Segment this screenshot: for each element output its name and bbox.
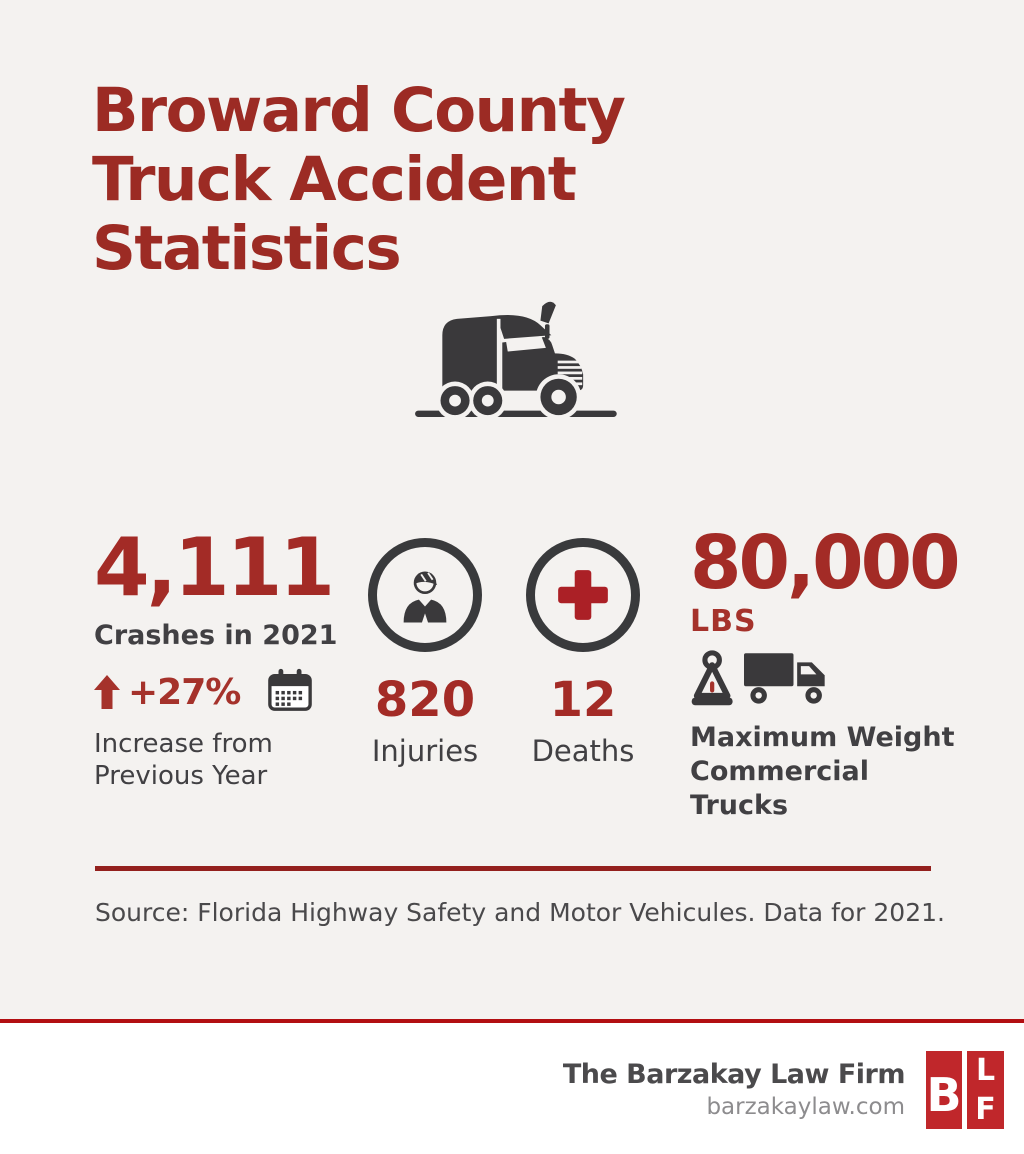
- stat-crashes: [94, 521, 354, 792]
- logo-letter-b: B: [926, 1051, 962, 1129]
- blf-logo: [926, 1051, 1004, 1129]
- firm-website: barzakaylaw.com: [706, 1094, 905, 1120]
- stat-deaths: [503, 538, 663, 768]
- crashes-change-caption: [94, 729, 354, 792]
- max-weight-label-line-2: Commercial Trucks: [690, 755, 869, 821]
- page-title: [92, 76, 624, 283]
- logo-letter-l: L: [975, 1053, 996, 1088]
- crashes-change-line-2: Previous Year: [94, 760, 268, 791]
- stat-injuries: [345, 538, 505, 768]
- logo-letter-f: F: [975, 1092, 996, 1127]
- max-weight-unit: LBS: [690, 604, 757, 639]
- semi-truck-icon: [406, 288, 624, 426]
- crashes-change-line-1: Increase from: [94, 729, 273, 759]
- source-text: Source: Florida Highway Safety and Motor Vehicules. Data for 2021.: [95, 898, 945, 927]
- deaths-value: 12: [549, 672, 617, 728]
- max-weight-label-line-1: Maximum Weight: [690, 722, 955, 753]
- crashes-value: 4,111: [94, 521, 333, 614]
- max-weight-label: [690, 721, 960, 822]
- firm-name: The Barzakay Law Firm: [562, 1059, 905, 1090]
- page-title-line-3: Statistics: [92, 213, 401, 284]
- injured-person-icon: [368, 538, 482, 652]
- footer: [0, 1023, 1024, 1154]
- crashes-change-value: +27%: [128, 671, 241, 713]
- calendar-icon: [266, 667, 314, 717]
- source-divider: [95, 866, 931, 871]
- page-title-line-1: Broward County: [92, 75, 625, 146]
- stat-max-weight: [690, 520, 960, 822]
- crashes-label: Crashes in 2021: [94, 620, 338, 651]
- max-weight-value: 80,000: [690, 520, 958, 606]
- box-truck-icon: [744, 649, 832, 707]
- up-arrow-icon: [94, 675, 120, 709]
- weight-scale-icon: [690, 649, 736, 707]
- medical-cross-icon: [526, 538, 640, 652]
- injuries-label: Injuries: [371, 734, 479, 768]
- page-title-line-2: Truck Accident: [92, 144, 576, 215]
- injuries-value: 820: [374, 672, 476, 728]
- deaths-label: Deaths: [531, 734, 635, 768]
